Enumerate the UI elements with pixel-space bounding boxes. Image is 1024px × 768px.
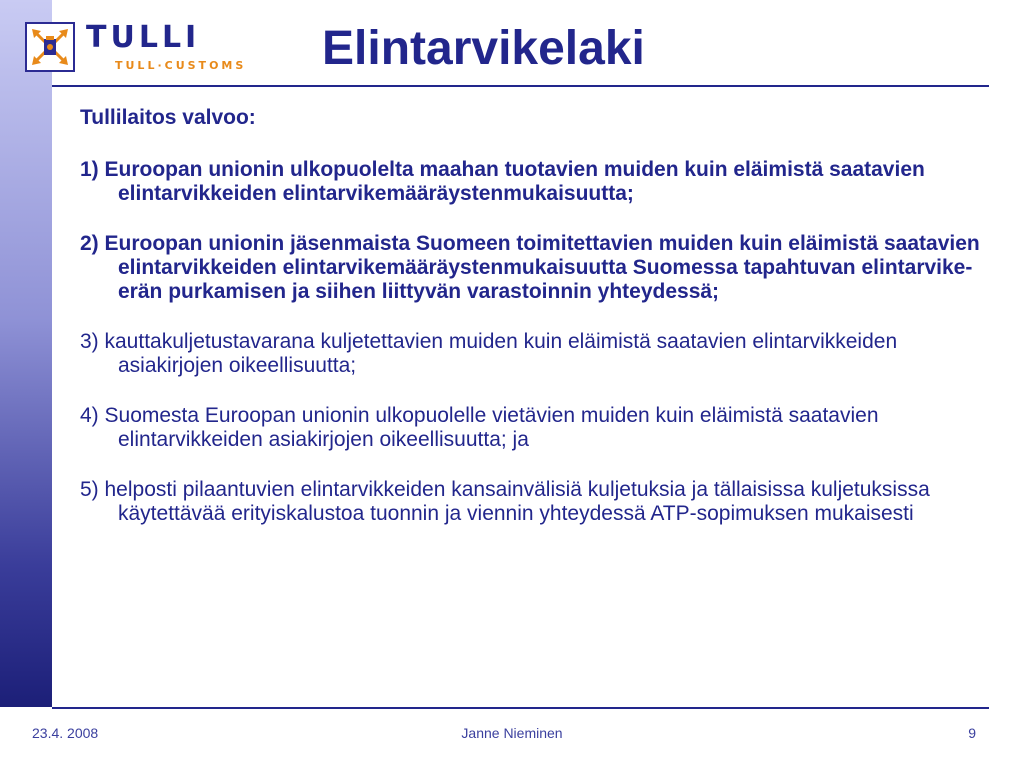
list-item-1: 1) Euroopan unionin ulkopuolelta maahan tuotavien muiden kuin eläimistä saatavien elintarvikkeiden elintarvikemääräystenmukaisuutta; (80, 158, 925, 205)
footer-author: Janne Nieminen (461, 725, 563, 741)
slide-title: Elintarvikelaki (322, 22, 645, 75)
page-number: 9 (968, 725, 976, 741)
footer-divider (52, 707, 989, 709)
slide-content (80, 106, 990, 552)
logo-wordmark: TULLI (86, 20, 201, 55)
tulli-emblem-icon (25, 22, 75, 72)
list-item-3: 3) kauttakuljetustavarana kuljetettavien muiden kuin eläimistä saatavien elintarvikkeiden asiakirjojen oikeellisuutta; (80, 330, 898, 377)
list-item-2: 2) Euroopan unionin jäsenmaista Suomeen toimitettavien muiden kuin eläimistä saatavien elintarvikkeiden elintarvikemääräystenmukaisuutta Suomessa tapahtuvan elintarvike-erän purkamisen ja siihen liittyvän varastoinnin yhteydessä; (80, 232, 980, 303)
side-gradient-bar (0, 0, 52, 707)
logo-subtitle: TULL·CUSTOMS (115, 59, 247, 72)
intro-heading: Tullilaitos valvoo: (80, 106, 256, 129)
title-divider (52, 85, 989, 87)
list-item-4: 4) Suomesta Euroopan unionin ulkopuolelle vietävien muiden kuin eläimistä saatavien elintarvikkeiden asiakirjojen oikeellisuutta; ja (80, 404, 879, 451)
footer-date: 23.4. 2008 (32, 725, 99, 741)
list-item-5: 5) helposti pilaantuvien elintarvikkeiden kansainvälisiä kuljetuksia ja tällaisissa kuljetuksissa käytettävää erityiskalustoa tuonnin ja viennin yhteydessä ATP-sopimuksen mukaisesti (80, 478, 930, 525)
